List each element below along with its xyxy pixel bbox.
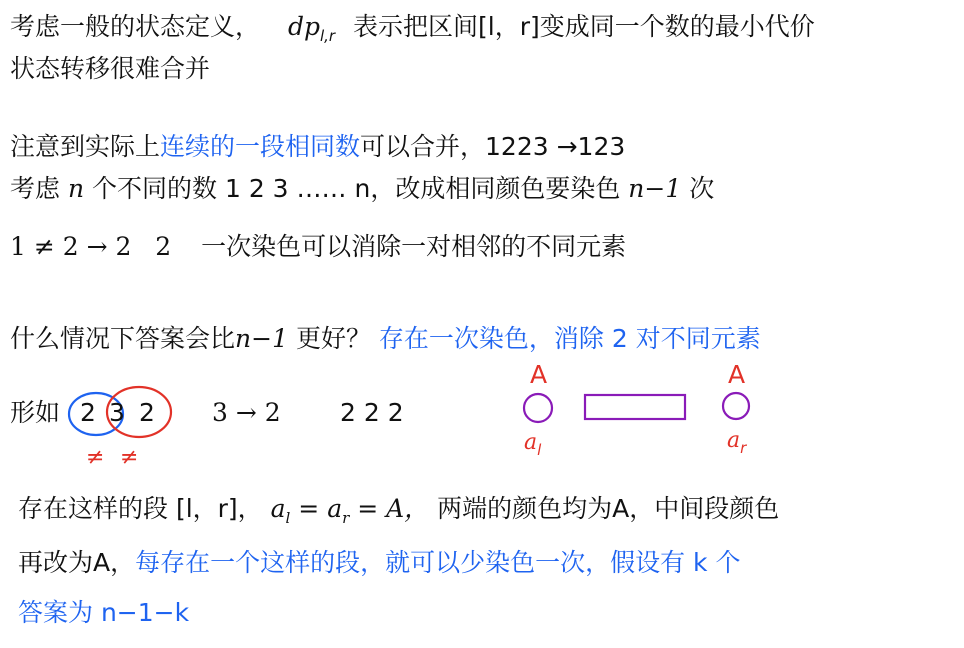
example-digit: 2	[139, 398, 155, 427]
dp-symbol: dp	[287, 12, 320, 41]
text: 什么情况下答案会比	[10, 324, 236, 353]
text: 两端的颜色均为A，中间段颜色	[437, 494, 780, 523]
right-endpoint-circle	[723, 393, 749, 419]
not-equal-mark: ≠	[86, 445, 105, 470]
text: 存在这样的段 [l，r]，	[18, 494, 263, 523]
text: 一次染色可以消除一对相邻的不同元素	[201, 232, 627, 261]
segment-box	[585, 395, 685, 419]
left-endpoint-label: $a_l$	[524, 430, 542, 459]
text: 表示把区间[l，r]变成同一个数的最小代价	[353, 12, 815, 41]
example-label: 形如	[10, 398, 61, 427]
not-equal-mark: ≠	[120, 445, 139, 470]
text: 次	[689, 174, 715, 203]
example-digit: 3	[109, 398, 125, 427]
n-symbol: n	[67, 174, 85, 203]
right-endpoint-label: $a_r$	[727, 428, 747, 457]
text: 更好？	[295, 324, 371, 353]
example-digit: 2	[80, 398, 96, 427]
line-recolor	[18, 546, 740, 580]
text: 个不同的数 1 2 3 …… n，改成相同颜色要染色	[92, 174, 621, 203]
highlight-text: 存在一次染色，消除 2 对不同元素	[378, 324, 761, 353]
text: 状态转移很难合并	[10, 54, 211, 83]
text: 再改为A，	[18, 548, 136, 577]
dp-subscript: l,r	[319, 27, 336, 45]
line-answer: 答案为 n−1−k	[18, 598, 190, 627]
example-result: 2 2 2	[340, 398, 404, 427]
left-color-label: A	[530, 360, 548, 389]
highlight-text: 连续的一段相同数	[160, 132, 361, 161]
line-segment-condition	[18, 492, 779, 535]
math-expression: 1 ≠ 2 → 2 2	[10, 232, 172, 261]
highlight-text: 每存在一个这样的段，就可以少染色一次，假设有 k 个	[135, 548, 741, 577]
right-color-label: A	[728, 360, 746, 389]
text: 考虑	[10, 174, 61, 203]
example-arrow: 3 → 2	[212, 398, 281, 427]
text: 注意到实际上	[10, 132, 161, 161]
n-minus-1: n−1	[628, 174, 682, 203]
equation: $a_l = a_r = A$，	[270, 494, 430, 527]
text: 可以合并，1223 →123	[360, 132, 626, 161]
n-minus-1: n−1	[235, 324, 288, 353]
left-endpoint-circle	[524, 394, 552, 422]
text: 考虑一般的状态定义，	[10, 12, 261, 41]
